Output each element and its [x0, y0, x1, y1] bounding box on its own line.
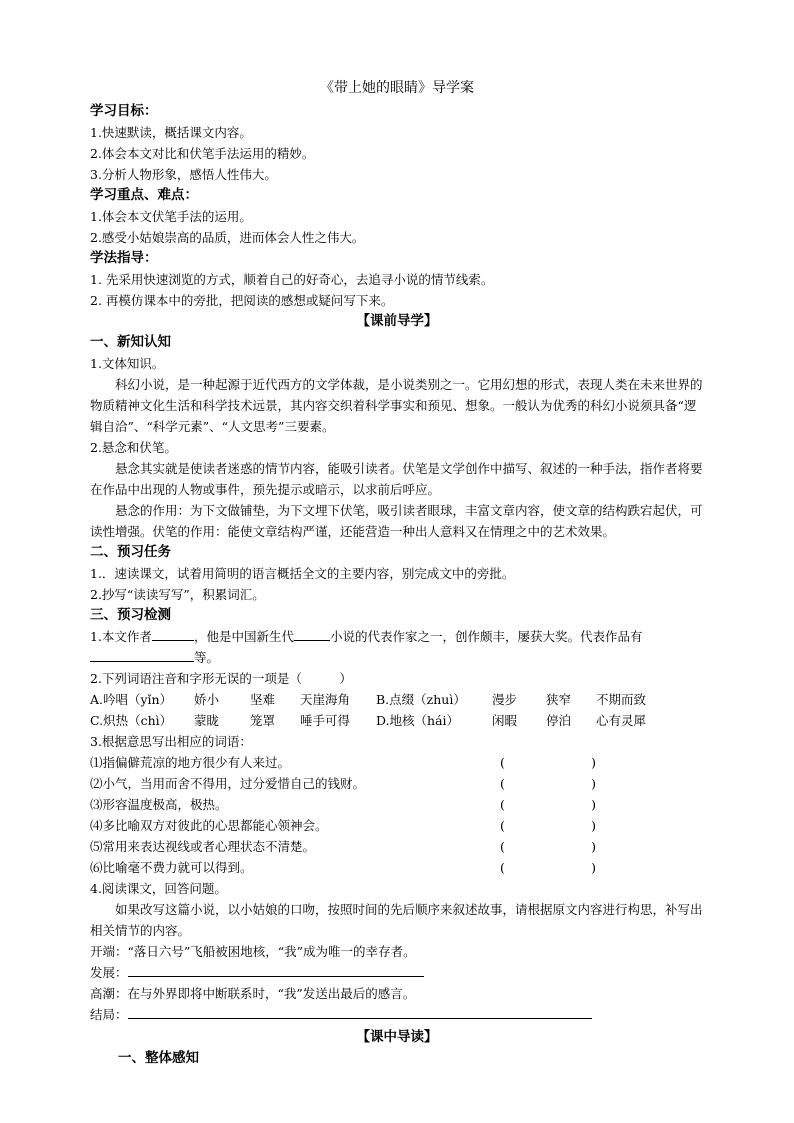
keypoints-heading: 学习重点、难点：	[90, 187, 198, 203]
objective-item: 1.快速默读，概括课文内容。	[90, 125, 252, 140]
q1-text-c: 小说的代表作家之一，创作颇丰，屡获大奖。代表作品有	[329, 629, 643, 644]
option-cell: 狭窄	[546, 692, 572, 707]
task-item: 1.．速读课文，试着用简明的语言概括全文的主要内容，别完成文中的旁批。	[90, 566, 515, 581]
word-question-row	[90, 857, 704, 878]
develop-answer-line[interactable]	[128, 962, 424, 977]
answer-parens[interactable]	[500, 773, 596, 794]
objectives-heading: 学习目标：	[90, 103, 158, 119]
works-blank[interactable]	[90, 647, 194, 662]
method-heading: 学法指导：	[90, 250, 158, 266]
option-cell: A.吟唱（yǐn）	[90, 692, 173, 707]
suspense-paragraph: 悬念其实就是使读者迷惑的情节内容，能吸引读者。伏笔是文学创作中描写、叙述的一种手法，指作者将要在作品中出现的人物或事件，预先提示或暗示，以求前后呼应。	[90, 461, 703, 497]
option-cell: 不期而致	[596, 692, 647, 707]
genre-knowledge-label: 1.文体知识。	[90, 356, 165, 371]
paren-close: )	[591, 755, 596, 770]
suspense-effect-paragraph: 悬念的作用：为下文做铺垫，为下文埋下伏笔，吸引读者眼球，丰富文章内容，使文章的结构跌宕起伏，可读性增强。伏笔的作用：能使文章结构严谨，还能营造一种出人意料又在情理之中的艺术效果。	[90, 503, 703, 539]
answer-parens[interactable]	[500, 794, 596, 815]
word-question-text: ⑶形容温度极高，极热。	[90, 797, 228, 812]
answer-parens[interactable]	[500, 752, 596, 773]
answer-parens[interactable]	[500, 857, 596, 878]
question-4-body: 如果改写这篇小说，以小姑娘的口吻，按照时间的先后顺序来叙述故事，请根据原文内容进行构思，补写出相关情节的内容。	[90, 902, 703, 938]
plot-start: 开端：“落日六号”飞船被困地核，“我”成为唯一的幸存者。	[90, 944, 416, 959]
in-class-heading: 【课中导读】	[356, 1029, 438, 1045]
word-question-row	[90, 815, 704, 836]
option-cell: B.点缀（zhuì）	[376, 692, 466, 707]
word-question-text: ⑵小气，当用而舍不得用，过分爱惜自己的钱财。	[90, 776, 366, 791]
plot-develop-row	[90, 962, 704, 983]
paren-open: (	[500, 818, 505, 833]
document-page	[90, 78, 704, 1069]
question-2: 2.下列词语注音和字形无误的一项是（ ）	[90, 671, 352, 686]
section-heading: 二、预习任务	[90, 544, 171, 560]
answer-parens[interactable]	[500, 815, 596, 836]
option-cell: D.地核（hái）	[376, 713, 460, 728]
paren-open: (	[500, 797, 505, 812]
option-row	[90, 710, 704, 731]
option-cell: 漫步	[492, 692, 518, 707]
genre-blank[interactable]	[294, 626, 330, 641]
page-title: 《带上她的眼睛》导学案	[320, 80, 474, 96]
option-cell: 心有灵犀	[596, 713, 647, 728]
paren-open: (	[500, 860, 505, 875]
question-3: 3.根据意思写出相应的词语：	[90, 734, 252, 749]
word-question-text: ⑹比喻毫不费力就可以得到。	[90, 860, 253, 875]
word-question-row	[90, 752, 704, 773]
question-1-cont	[90, 647, 704, 668]
suspense-label: 2.悬念和伏笔。	[90, 440, 177, 455]
ending-answer-line[interactable]	[128, 1004, 592, 1019]
section-heading: 一、新知认知	[90, 334, 171, 350]
author-blank[interactable]	[152, 626, 194, 641]
plot-climax: 高潮：在与外界即将中断联系时，“我”发送出最后的感言。	[90, 986, 416, 1001]
plot-develop-label: 发展：	[90, 965, 128, 980]
word-question-text: ⑷多比喻双方对彼此的心思都能心领神会。	[90, 818, 328, 833]
section-heading: 一、整体感知	[118, 1050, 199, 1066]
pre-class-heading: 【课前导学】	[356, 313, 438, 329]
method-item: 2. 再模仿课本中的旁批，把阅读的感想或疑问写下来。	[90, 293, 394, 308]
objective-item: 3.分析人物形象，感悟人性伟大。	[90, 167, 277, 182]
task-item: 2.抄写“读读写写”，积累词汇。	[90, 587, 265, 602]
paren-close: )	[591, 860, 596, 875]
option-cell: 天崖海角	[300, 692, 351, 707]
word-question-text: ⑴指偏僻荒凉的地方很少有人来过。	[90, 755, 291, 770]
option-cell: 笼罩	[250, 713, 276, 728]
paren-close: )	[591, 818, 596, 833]
keypoint-item: 1.体会本文伏笔手法的运用。	[90, 209, 252, 224]
option-cell: 闲暇	[492, 713, 518, 728]
paren-open: (	[500, 755, 505, 770]
paren-open: (	[500, 776, 505, 791]
option-cell: 坚难	[250, 692, 276, 707]
question-4: 4.阅读课文，回答问题。	[90, 881, 227, 896]
option-row	[90, 689, 704, 710]
q1-text-d: 等。	[194, 650, 220, 665]
option-cell: 娇小	[194, 692, 220, 707]
word-question-row	[90, 773, 704, 794]
sci-fi-paragraph: 科幻小说，是一种起源于近代西方的文学体裁，是小说类别之一。它用幻想的形式，表现人类在未来世界的物质精神文化生活和科学技术远景，其内容交织着科学事实和预见、想象。一般认为优秀的科幻小说须具备“逻辑自洽”、“科学元素”、“人文思考”三要素。	[90, 377, 703, 434]
question-1	[90, 626, 704, 647]
paren-open: (	[500, 839, 505, 854]
word-question-text: ⑸常用来表达视线或者心理状态不清楚。	[90, 839, 316, 854]
option-cell: 唾手可得	[300, 713, 351, 728]
method-item: 1. 先采用快速浏览的方式，顺着自己的好奇心，去追寻小说的情节线索。	[90, 272, 494, 287]
answer-parens[interactable]	[500, 836, 596, 857]
paren-close: )	[591, 839, 596, 854]
paren-close: )	[591, 797, 596, 812]
word-question-row	[90, 794, 704, 815]
option-cell: 蒙眬	[194, 713, 220, 728]
q1-text-b: ，他是中国新生代	[193, 629, 294, 644]
option-cell: 停泊	[546, 713, 572, 728]
paren-close: )	[591, 776, 596, 791]
plot-ending-label: 结局：	[90, 1007, 128, 1022]
section-heading: 三、预习检测	[90, 607, 171, 623]
plot-ending-row	[90, 1004, 704, 1025]
objective-item: 2.体会本文对比和伏笔手法运用的精妙。	[90, 146, 315, 161]
q1-text-a: 1.本文作者	[90, 629, 152, 644]
word-question-row	[90, 836, 704, 857]
option-cell: C.炽热（chì）	[90, 713, 173, 728]
keypoint-item: 2.感受小姑娘崇高的品质，进而体会人性之伟大。	[90, 230, 365, 245]
